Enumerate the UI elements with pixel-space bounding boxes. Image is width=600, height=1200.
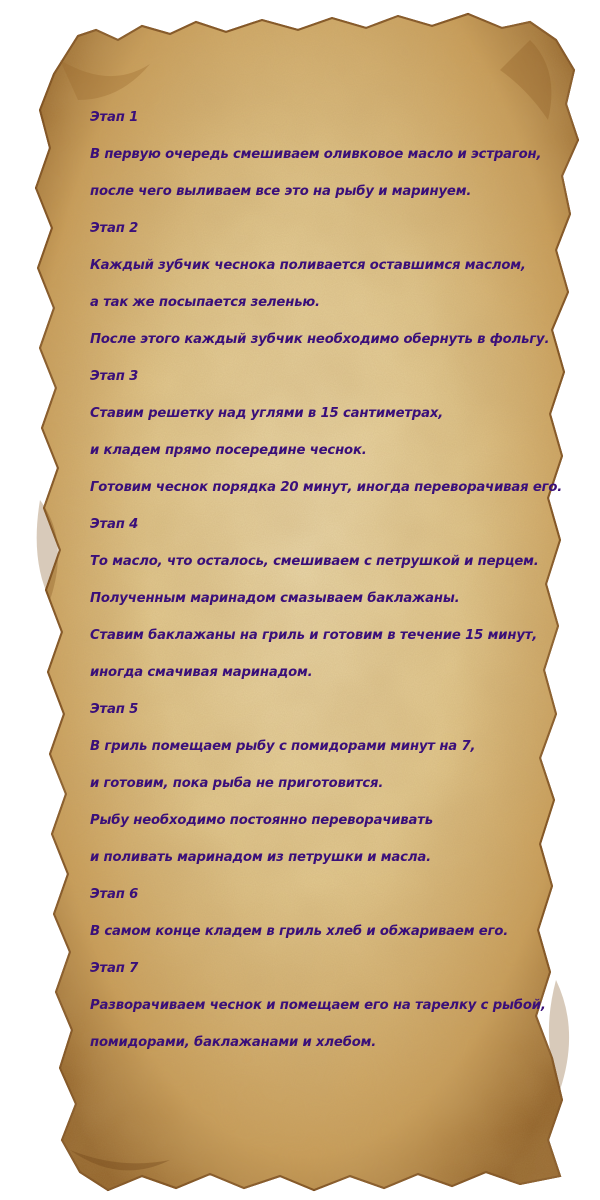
step-text: В первую очередь смешиваем оливковое масло и эстрагон, <box>90 147 542 162</box>
step-text: Разворачиваем чеснок и помещаем его на тарелку с рыбой, <box>90 998 546 1013</box>
step-heading: Этап 5 <box>90 702 139 717</box>
step-text: Ставим решетку над углями в 15 сантиметрах, <box>90 406 444 421</box>
step-heading: Этап 6 <box>90 887 139 902</box>
step-heading: Этап 3 <box>90 369 139 384</box>
step-heading: Этап 1 <box>90 110 139 125</box>
recipe-steps <box>90 106 580 1068</box>
step-heading: Этап 4 <box>90 517 139 532</box>
step-text: Полученным маринадом смазываем баклажаны. <box>90 591 460 606</box>
step-text: Рыбу необходимо постоянно переворачивать <box>90 813 433 828</box>
step-heading: Этап 7 <box>90 961 139 976</box>
step-text: То масло, что осталось, смешиваем с петрушкой и перцем. <box>90 554 539 569</box>
step-text: В самом конце кладем в гриль хлеб и обжариваем его. <box>90 924 509 939</box>
step-text: Ставим баклажаны на гриль и готовим в течение 15 минут, <box>90 628 538 643</box>
step-text: помидорами, баклажанами и хлебом. <box>90 1035 377 1050</box>
step-text: иногда смачивая маринадом. <box>90 665 313 680</box>
step-text: В гриль помещаем рыбу с помидорами минут на 7, <box>90 739 476 754</box>
step-text: После этого каждый зубчик необходимо обернуть в фольгу. <box>90 332 550 347</box>
step-text: а так же посыпается зеленью. <box>90 295 320 310</box>
step-text: после чего выливаем все это на рыбу и маринуем. <box>90 184 472 199</box>
step-text: Каждый зубчик чеснока поливается оставшимся маслом, <box>90 258 526 273</box>
step-text: и поливать маринадом из петрушки и масла. <box>90 850 431 865</box>
step-text: и кладем прямо посередине чеснок. <box>90 443 367 458</box>
step-text: и готовим, пока рыба не приготовится. <box>90 776 384 791</box>
step-heading: Этап 2 <box>90 221 139 236</box>
step-text: Готовим чеснок порядка 20 минут, иногда переворачивая его. <box>90 480 563 495</box>
